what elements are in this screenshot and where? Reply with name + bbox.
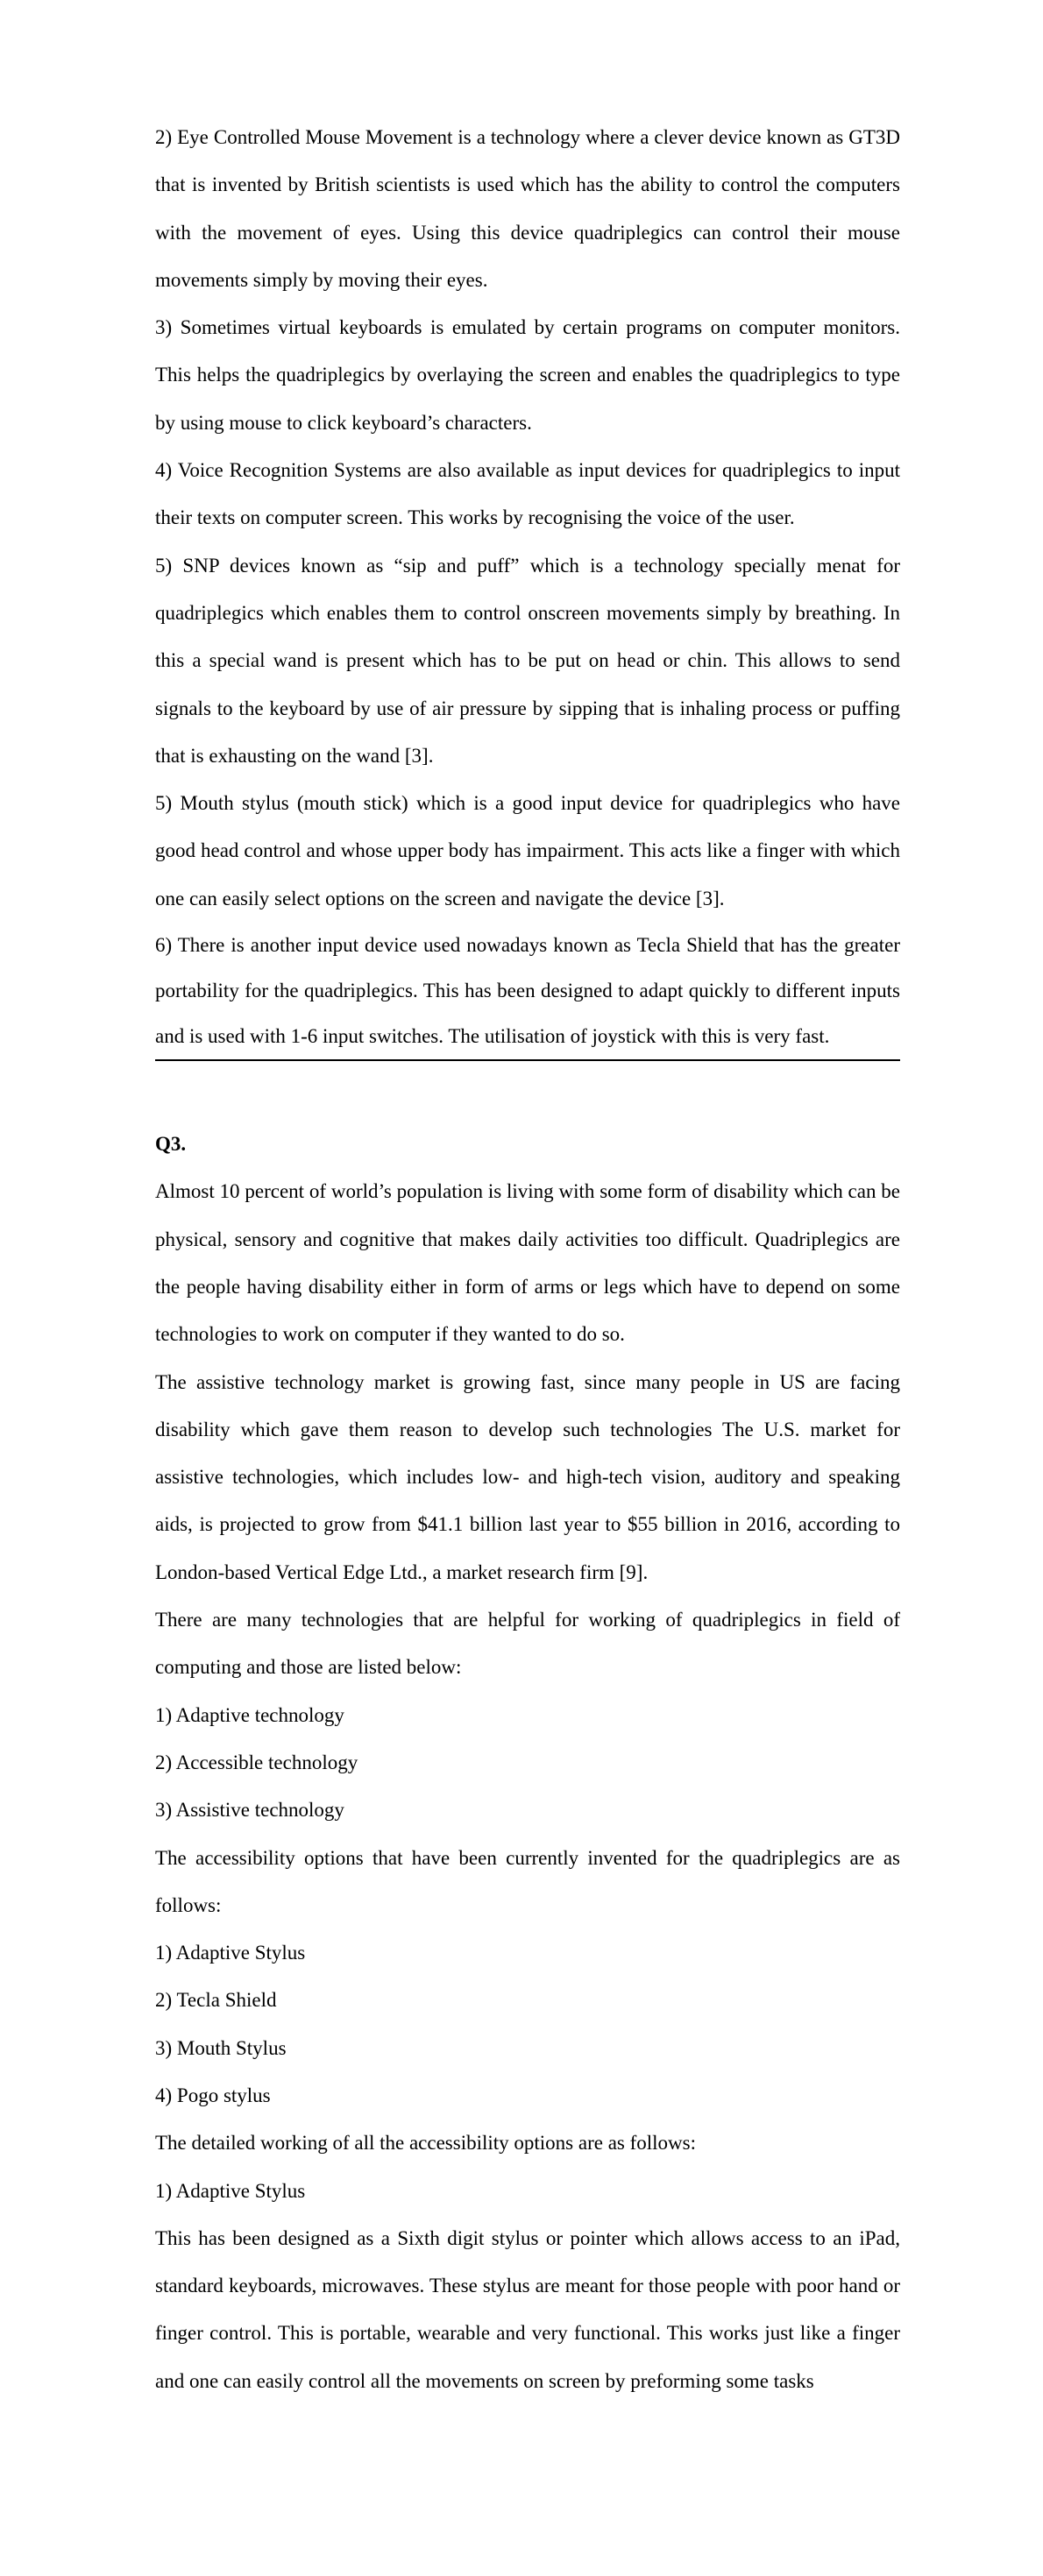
list-item: 4) Pogo stylus xyxy=(155,2084,271,2106)
list-item: 2) Accessible technology xyxy=(155,1751,358,1773)
list-item: 1) Adaptive Stylus xyxy=(155,1942,306,1964)
paragraph-tecla-shield: 6) There is another input device used nowadays known as Tecla Shield that has the greater portability for the quadriplegics. This has been designed to adapt quickly to different inputs and is used with 1-6 input switches. The utilisation of joystick with this is very fast. xyxy=(155,923,900,1061)
paragraph-technologies-intro: There are many technologies that are helpful for working of quadriplegics in field of computing and those are listed below: xyxy=(155,1609,900,1679)
paragraph-adaptive-stylus: This has been designed as a Sixth digit stylus or pointer which allows access to an iPad, standard keyboards, microwaves. These stylus are meant for those people with poor hand or finger control. This is portable, wearable and very functional. This works just like a finger and one can easily control all the movements on screen by preforming some tasks xyxy=(155,2226,900,2392)
paragraph-virtual-keyboards: 3) Sometimes virtual keyboards is emulated by certain programs on computer monitors. This helps the quadriplegics by overlaying the screen and enables the quadriplegics to type by using mouse to click keyboard’s characters. xyxy=(155,316,900,434)
list-item: 2) Tecla Shield xyxy=(155,1989,277,2012)
paragraph-eye-controlled-mouse: 2) Eye Controlled Mouse Movement is a technology where a clever device known as GT3D that is invented by British scientists is used which has the ability to control the computers with the movement of eyes. Using this device quadriplegics can control their mouse movements simply by moving their eyes. xyxy=(155,126,900,291)
paragraph-market-growth: The assistive technology market is growing fast, since many people in US are facing disability which gave them reason to develop such technologies The U.S. market for assistive technologies, which includes low- and high-tech vision, auditory and speaking aids, is projected to grow from $41.1 billion last year to $55 billion in 2016, according to London-based Vertical Edge Ltd., a market research firm [9]. xyxy=(155,1370,900,1583)
paragraph-accessibility-options: The accessibility options that have been currently invented for the quadriplegics are as follows: xyxy=(155,1846,900,1916)
list-item: 1) Adaptive technology xyxy=(155,1703,344,1726)
paragraph-sip-and-puff: 5) SNP devices known as “sip and puff” which is a technology specially menat for quadriplegics which enables them to control onscreen movements simply by breathing. In this a special wand is present which has to be put on head or chin. This allows to send signals to the keyboard by use of air pressure by sipping that is inhaling process or puffing that is exhausting on the wand [3]. xyxy=(155,554,900,767)
paragraph-mouth-stylus: 5) Mouth stylus (mouth stick) which is a good input device for quadriplegics who have good head control and whose upper body has impairment. This acts like a finger with which one can easily select options on the screen and navigate the device [3]. xyxy=(155,792,900,909)
section-gap xyxy=(155,1061,900,1121)
paragraph-voice-recognition: 4) Voice Recognition Systems are also available as input devices for quadriplegics to input their texts on computer screen. This works by recognising the voice of the user. xyxy=(155,459,900,529)
paragraph-disability-intro: Almost 10 percent of world’s population is living with some form of disability which can be physical, sensory and cognitive that makes daily activities too difficult. Quadriplegics are the people having disability either in form of arms or legs which have to depend on some technologies to work on computer if they wanted to do so. xyxy=(155,1180,900,1346)
list-item: 3) Mouth Stylus xyxy=(155,2036,287,2059)
paragraph-detailed-working: The detailed working of all the accessibility options are as follows: xyxy=(155,2132,697,2155)
document-page xyxy=(155,114,900,2405)
list-item: 3) Assistive technology xyxy=(155,1799,344,1822)
sub-heading-adaptive-stylus: 1) Adaptive Stylus xyxy=(155,2179,306,2202)
section-heading-q3: Q3. xyxy=(155,1133,187,1156)
